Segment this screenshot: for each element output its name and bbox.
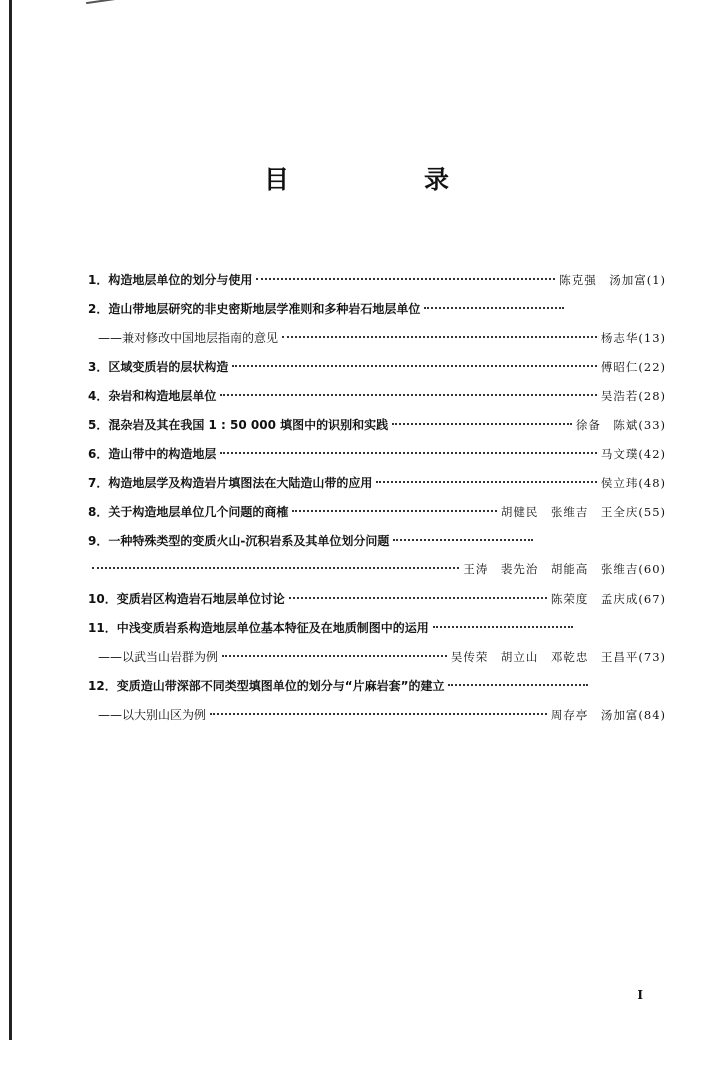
toc-entry-title: 7．构造地层学及构造岩片填图法在大陆造山带的应用 — [88, 476, 373, 490]
toc-entry-title: 3．区域变质岩的层状构造 — [88, 360, 229, 374]
toc-entry-authors: 陈克强 汤加富 — [559, 273, 647, 287]
toc-entry[interactable] — [88, 677, 666, 706]
dot-leader — [433, 626, 573, 628]
toc-entry-authors: 侯立玮 — [600, 476, 639, 490]
toc-entry-authors: 吴传荣 胡立山 邓乾忠 王昌平 — [450, 650, 639, 664]
toc-entry-page: (55) — [638, 505, 666, 519]
dot-leader — [222, 655, 447, 657]
toc-entry-authors: 杨志华 — [600, 331, 639, 345]
dot-leader — [393, 539, 533, 541]
dot-leader — [210, 713, 547, 715]
page-number: I — [637, 988, 643, 1002]
toc-entry-subtitle: ——以武当山岩群为例 — [98, 650, 219, 664]
toc-entry-authors: 徐备 陈斌 — [575, 418, 639, 432]
dot-leader — [392, 423, 572, 425]
toc-entry[interactable] — [88, 358, 666, 387]
toc-entry-page: (84) — [638, 708, 666, 722]
toc-entry-subtitle: ——以大别山区为例 — [98, 708, 207, 722]
toc-entry-title: 11．中浅变质岩系构造地层单位基本特征及在地质制图中的运用 — [88, 621, 429, 635]
toc-entry[interactable] — [88, 590, 666, 619]
scan-mark — [86, 0, 116, 4]
toc-entry-authors: 吴浩若 — [600, 389, 639, 403]
toc-entry-subtitle: ——兼对修改中国地层指南的意见 — [98, 331, 279, 345]
toc-entry[interactable] — [88, 532, 666, 561]
dot-leader — [448, 684, 588, 686]
toc-entry-page: (67) — [638, 592, 666, 606]
dot-leader — [424, 307, 564, 309]
toc-entry-authors: 马文璞 — [600, 447, 639, 461]
dot-leader — [92, 567, 459, 569]
toc-entry-page: (48) — [638, 476, 666, 490]
dot-leader — [256, 278, 555, 280]
dot-leader — [220, 394, 597, 396]
toc-entry-page: (1) — [646, 273, 666, 287]
toc-entry-title: 9．一种特殊类型的变质火山-沉积岩系及其单位划分问题 — [88, 534, 390, 548]
toc-entry-title: 5．混杂岩及其在我国 1 : 50 000 填图中的识别和实践 — [88, 418, 389, 432]
toc-entry-title: 6．造山带中的构造地层 — [88, 447, 217, 461]
dot-leader — [220, 452, 597, 454]
toc-entry[interactable] — [88, 706, 666, 735]
toc-entry-authors: 陈荣度 孟庆成 — [550, 592, 639, 606]
page-title: 目 录 — [263, 165, 504, 194]
toc-entry-page: (60) — [638, 562, 666, 576]
dot-leader — [376, 481, 597, 483]
toc-entry-page: (13) — [638, 331, 666, 345]
toc-entry-authors: 胡健民 张维吉 王全庆 — [500, 505, 639, 519]
toc-entry-title: 1．构造地层单位的划分与使用 — [88, 273, 253, 287]
toc-entry-page: (28) — [638, 389, 666, 403]
toc-entry[interactable] — [88, 300, 666, 329]
toc-entry[interactable] — [88, 416, 666, 445]
toc-entry-authors: 王涛 裴先治 胡能高 张维吉 — [463, 562, 639, 576]
binding-edge — [9, 0, 12, 1040]
table-of-contents — [88, 271, 666, 735]
toc-entry-page: (22) — [638, 360, 666, 374]
toc-entry-authors: 傅昭仁 — [600, 360, 639, 374]
toc-entry-page: (42) — [638, 447, 666, 461]
toc-entry-authors: 周存亭 汤加富 — [550, 708, 639, 722]
toc-entry-title: 10．变质岩区构造岩石地层单位讨论 — [88, 592, 285, 606]
dot-leader — [282, 336, 597, 338]
toc-entry[interactable] — [88, 648, 666, 677]
dot-leader — [289, 597, 547, 599]
toc-entry[interactable] — [88, 503, 666, 532]
toc-entry[interactable] — [88, 619, 666, 648]
toc-entry-page: (33) — [638, 418, 666, 432]
toc-entry-title: 12．变质造山带深部不同类型填图单位的划分与“片麻岩套”的建立 — [88, 679, 445, 693]
toc-entry[interactable] — [88, 445, 666, 474]
toc-entry-title: 8．关于构造地层单位几个问题的商榷 — [88, 505, 289, 519]
toc-entry[interactable] — [88, 387, 666, 416]
toc-entry[interactable] — [88, 561, 666, 590]
dot-leader — [232, 365, 597, 367]
dot-leader — [292, 510, 497, 512]
toc-entry-page: (73) — [638, 650, 666, 664]
toc-entry-title: 2．造山带地层研究的非史密斯地层学准则和多种岩石地层单位 — [88, 302, 421, 316]
toc-entry[interactable] — [88, 271, 666, 300]
toc-entry[interactable] — [88, 329, 666, 358]
toc-entry-title: 4．杂岩和构造地层单位 — [88, 389, 217, 403]
toc-entry[interactable] — [88, 474, 666, 503]
